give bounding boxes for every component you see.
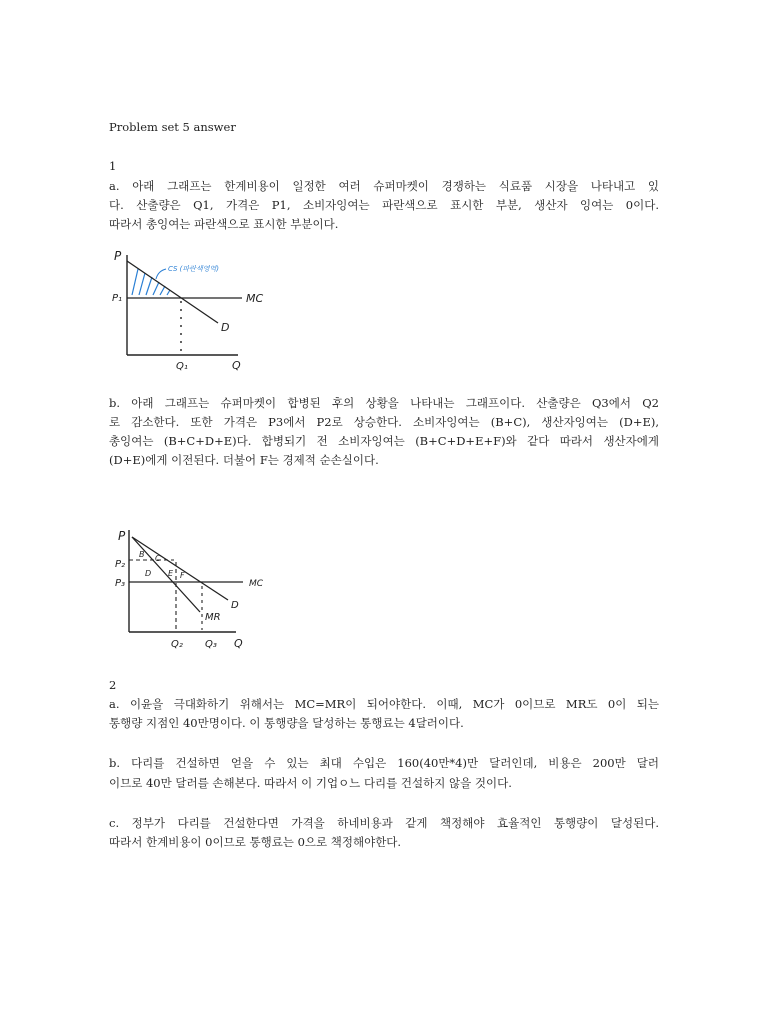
label-q: Q (232, 359, 241, 372)
label-q2: Q₂ (171, 639, 183, 650)
region-e: E (168, 569, 174, 578)
region-d: D (145, 569, 152, 578)
region-c: C (155, 554, 161, 563)
label-d: D (221, 321, 230, 334)
graph-competitive-market (108, 243, 273, 375)
consumer-surplus-hatching (132, 269, 170, 295)
label-p1: P₁ (112, 293, 123, 304)
q1b-line-1: b. 아래 그래프는 슈퍼마켓이 합병된 후의 상황을 나타내는 그래프이다. 산출량은 Q3에서 Q2 (109, 396, 659, 410)
q2b-line-2: 이므로 40만 달러를 손해본다. 따라서 이 기업ㅇ느 다리를 건설하지 않을 것이다. (109, 776, 512, 790)
question-number-2: 2 (109, 678, 117, 692)
label-cs: CS (파란색영역) (168, 265, 219, 273)
q1a-line-2: 다. 산출량은 Q1, 가격은 P1, 소비자잉여는 파란색으로 표시한 부분, 생산자 잉여는 0이다. (109, 198, 659, 212)
q1b-line-2: 로 감소한다. 또한 가격은 P3에서 P2로 상승한다. 소비자잉여는 (B+C), 생산자잉여는 (D+E), (109, 415, 659, 429)
label-p2: P₂ (115, 559, 126, 570)
label-q3: Q₃ (205, 639, 217, 650)
q2a-line-2: 통행량 지점인 40만명이다. 이 통행량을 달성하는 통행료는 4달러이다. (109, 716, 464, 730)
label-d: D (231, 600, 239, 611)
region-b: B (139, 550, 145, 559)
region-f: F (180, 571, 185, 580)
label-p: P (114, 249, 122, 263)
document-title: Problem set 5 answer (109, 120, 236, 134)
q1a-line-1: a. 아래 그래프는 한계비용이 일정한 여러 슈퍼마켓이 경쟁하는 식료품 시장을 나타내고 있 (109, 179, 659, 193)
q1b-line-4: (D+E)에게 이전된다. 더불어 F는 경제적 순손실이다. (109, 453, 379, 467)
q2c-line-2: 따라서 한계비용이 0이므로 통행료는 0으로 책정해야한다. (109, 835, 402, 849)
graph-merged-market (108, 520, 280, 656)
q2c-line-1: c. 정부가 다리를 건설한다면 가격을 하네비용과 같게 책정해야 효율적인 통행량이 달성된다. (109, 816, 659, 830)
label-p3: P₃ (115, 578, 126, 589)
q2a-line-1: a. 이윤을 극대화하기 위해서는 MC=MR이 되어야한다. 이때, MC가 0이므로 MR도 0이 되는 (109, 697, 659, 711)
q1a-line-3: 따라서 총잉여는 파란색으로 표시한 부분이다. (109, 217, 339, 231)
q1b-line-3: 총잉여는 (B+C+D+E)다. 합병되기 전 소비자잉여는 (B+C+D+E+F)와 같다 따라서 생산자에게 (109, 434, 659, 448)
label-mc: MC (246, 292, 264, 305)
question-number-1: 1 (109, 159, 117, 173)
label-mc: MC (249, 579, 264, 589)
cs-pointer (156, 269, 166, 279)
label-p: P (118, 529, 126, 543)
label-q: Q (234, 637, 243, 650)
q2b-line-1: b. 다리를 건설하면 얻을 수 있는 최대 수입은 160(40만*4)만 달러인데, 비용은 200만 달러 (109, 756, 659, 770)
label-mr: MR (205, 612, 221, 623)
label-q1: Q₁ (176, 361, 188, 372)
